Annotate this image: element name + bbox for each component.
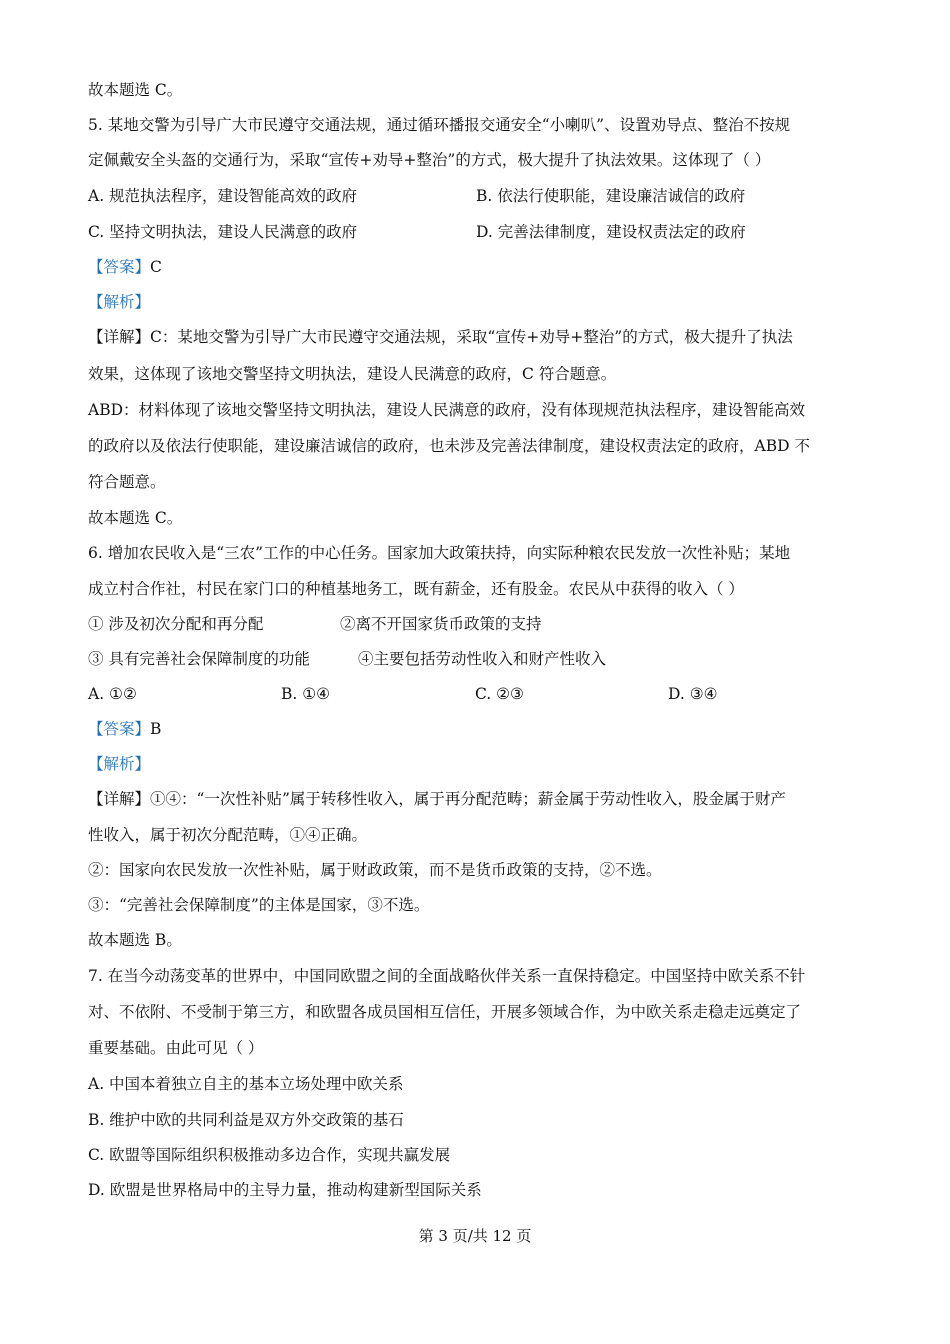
detail-tag: 【详解】	[88, 790, 151, 808]
statement-3: ③ 具有完善社会保障制度的功能	[88, 650, 310, 668]
option-c: C. 欧盟等国际组织积极推动多边合作，实现共赢发展	[88, 1146, 451, 1164]
answer-value: B	[150, 720, 162, 738]
question-7-stem: 对、不依附、不受制于第三方，和欧盟各成员国相互信任，开展多领域合作，为中欧关系走稳走远奠定了	[88, 1003, 802, 1021]
question-6-stem: 6. 增加农民收入是“三农”工作的中心任务。国家加大政策扶持，向实际种粮农民发放一次性补贴；某地	[88, 544, 791, 562]
answer-line	[88, 257, 162, 277]
detail-text: 的政府以及依法行使职能，建设廉洁诚信的政府，也未涉及完善法律制度，建设权责法定的政府，ABD 不	[88, 437, 810, 455]
conclusion-line: 故本题选 C。	[88, 509, 183, 527]
option-b: B. 维护中欧的共同利益是双方外交政策的基石	[88, 1111, 404, 1129]
question-7-stem: 7. 在当今动荡变革的世界中，中国同欧盟之间的全面战略伙伴关系一直保持稳定。中国坚持中欧关系不针	[88, 967, 806, 985]
detail-tag: 【详解】	[88, 328, 151, 346]
text-line: 故本题选 C。	[88, 81, 183, 99]
page-number-footer: 第 3 页/共 12 页	[418, 1227, 532, 1245]
answer-line	[88, 719, 161, 739]
detail-text: 效果，这体现了该地交警坚持文明执法，建设人民满意的政府，C 符合题意。	[88, 365, 617, 383]
question-5-stem: 定佩戴安全头盔的交通行为，采取“宣传+劝导+整治”的方式，极大提升了执法效果。这体现了（ ）	[88, 151, 771, 169]
detail-text: ABD：材料体现了该地交警坚持文明执法，建设人民满意的政府，没有体现规范执法程序，建设智能高效	[88, 401, 806, 419]
detail-text: 符合题意。	[88, 473, 166, 491]
detail-text: ③：“完善社会保障制度”的主体是国家，③不选。	[88, 896, 430, 914]
answer-tag: 【答案】	[88, 720, 151, 738]
option-a: A. 中国本着独立自主的基本立场处理中欧关系	[88, 1075, 404, 1093]
question-5-stem: 5. 某地交警为引导广大市民遵守交通法规，通过循环播报交通安全“小喇叭”、设置劝导点、整治不按规	[88, 116, 791, 134]
option-b: B. 依法行使职能，建设廉洁诚信的政府	[476, 187, 746, 205]
statement-1: ① 涉及初次分配和再分配	[88, 615, 264, 633]
option-a: A. 规范执法程序，建设智能高效的政府	[88, 187, 358, 205]
option-c: C. 坚持文明执法，建设人民满意的政府	[88, 223, 358, 241]
conclusion-line: 故本题选 B。	[88, 931, 182, 949]
detail-text: C：某地交警为引导广大市民遵守交通法规，采取“宣传+劝导+整治”的方式，极大提升了执法	[150, 328, 793, 346]
option-a: A. ①②	[88, 685, 137, 703]
answer-tag: 【答案】	[88, 258, 151, 276]
option-d: D. ③④	[668, 685, 718, 703]
question-7-stem: 重要基础。由此可见（ ）	[88, 1039, 264, 1057]
answer-value: C	[150, 258, 162, 276]
detail-text: ①④：“一次性补贴”属于转移性收入，属于再分配范畴；薪金属于劳动性收入，股金属于财产	[150, 790, 786, 808]
question-6-stem: 成立村合作社，村民在家门口的种植基地务工，既有薪金，还有股金。农民从中获得的收入（ ）	[88, 580, 744, 598]
analysis-tag: 【解析】	[88, 293, 151, 311]
detail-line	[88, 789, 786, 809]
detail-text: 性收入，属于初次分配范畴，①④正确。	[88, 826, 368, 844]
detail-text: ②：国家向农民发放一次性补贴，属于财政政策，而不是货币政策的支持，②不选。	[88, 861, 662, 879]
statement-2: ②离不开国家货币政策的支持	[340, 615, 542, 633]
option-b: B. ①④	[281, 685, 331, 703]
option-d: D. 欧盟是世界格局中的主导力量，推动构建新型国际关系	[88, 1181, 482, 1199]
option-c: C. ②③	[475, 685, 524, 703]
detail-line	[88, 327, 793, 347]
analysis-tag: 【解析】	[88, 755, 151, 773]
option-d: D. 完善法律制度，建设权责法定的政府	[476, 223, 746, 241]
statement-4: ④主要包括劳动性收入和财产性收入	[358, 650, 607, 668]
